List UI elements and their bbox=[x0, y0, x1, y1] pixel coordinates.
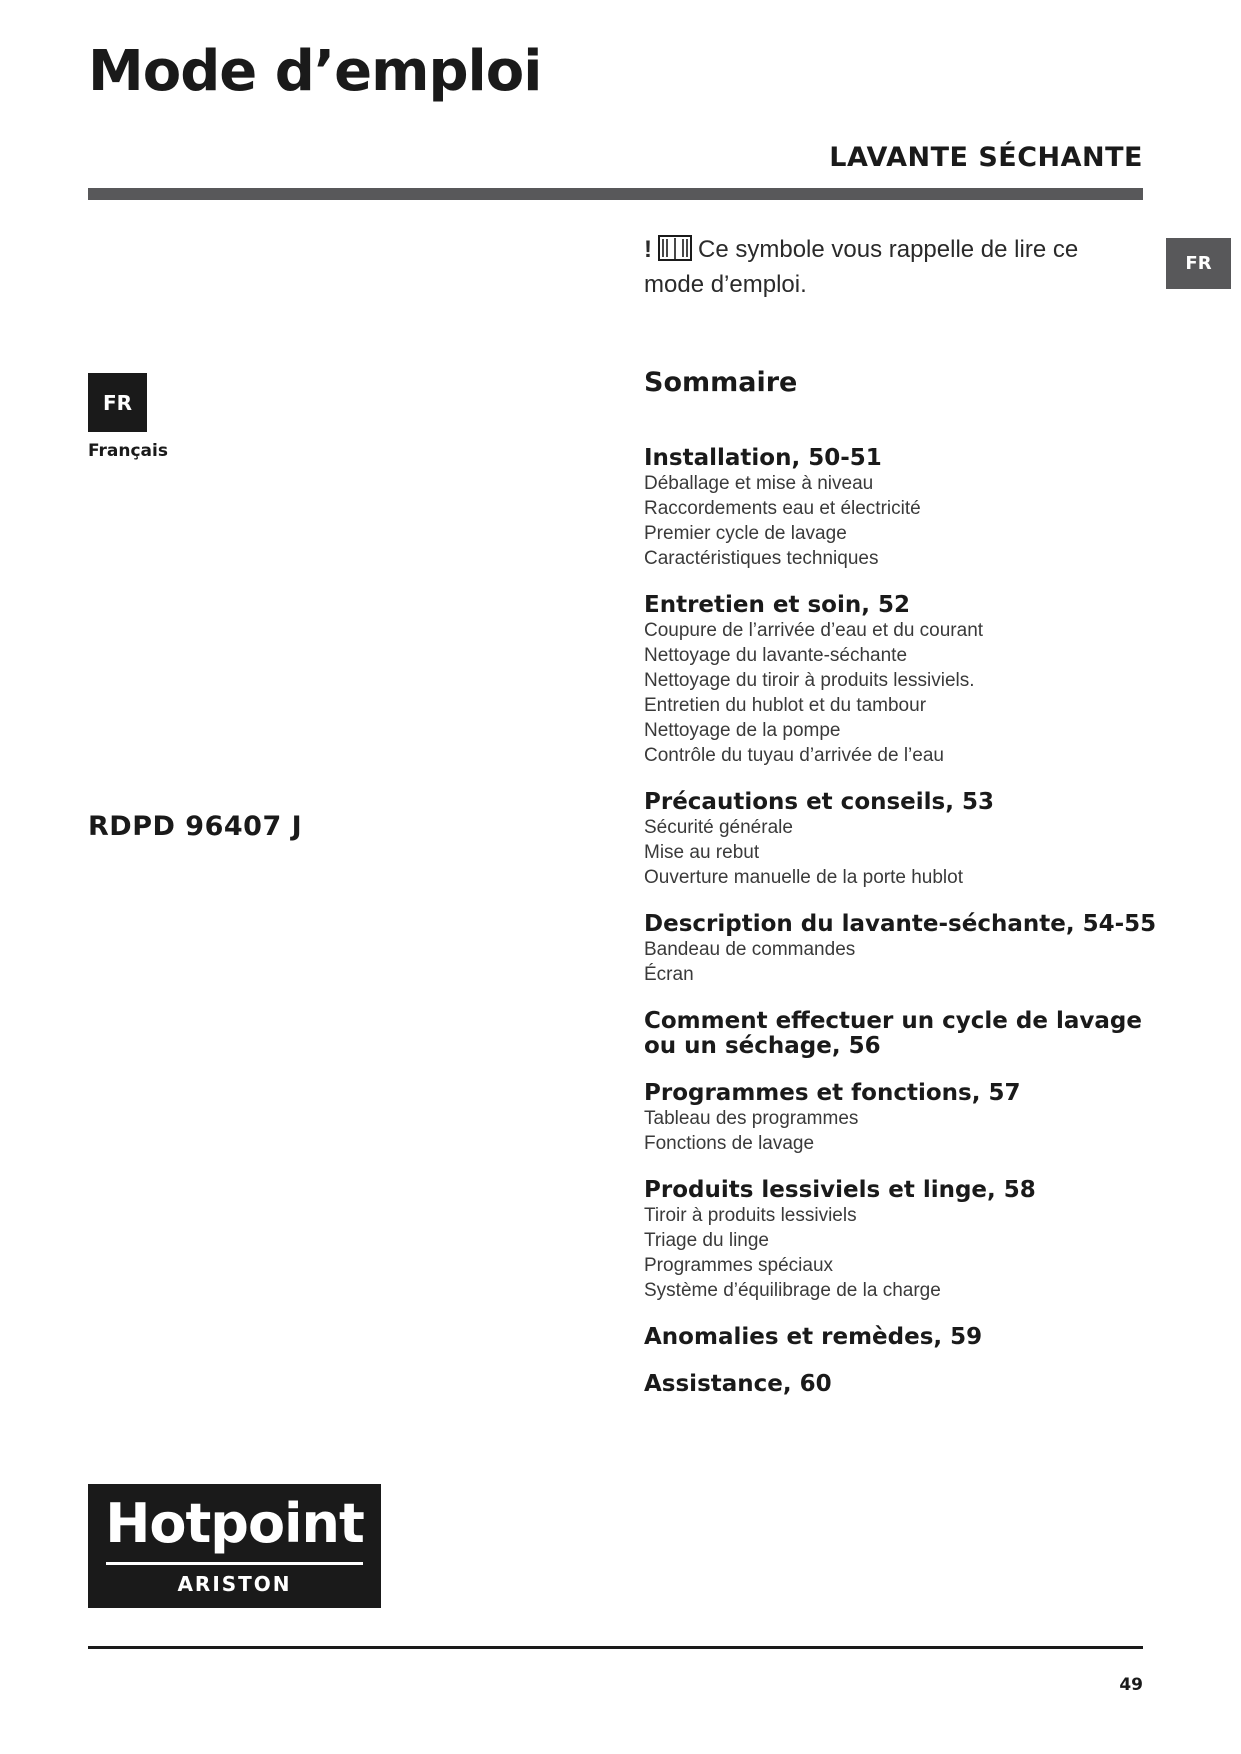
toc-item: Tiroir à produits lessiviels bbox=[644, 1205, 857, 1226]
toc-heading: Produits lessiviels et linge, 58 bbox=[644, 1177, 1036, 1203]
note-text: Ce symbole vous rappelle de lire ce mode d’emploi. bbox=[644, 236, 1079, 298]
brand-name: Hotpoint bbox=[105, 1492, 364, 1555]
toc-item: Programmes spéciaux bbox=[644, 1255, 834, 1276]
toc-section bbox=[644, 790, 1164, 890]
toc-item: Contrôle du tuyau d’arrivée de l’eau bbox=[644, 745, 944, 766]
toc-heading: Assistance, 60 bbox=[644, 1371, 832, 1397]
toc-item: Écran bbox=[644, 964, 694, 985]
toc-heading: Installation, 50-51 bbox=[644, 445, 882, 471]
toc-heading: Entretien et soin, 52 bbox=[644, 592, 910, 618]
toc-item: Nettoyage de la pompe bbox=[644, 720, 841, 741]
toc-item: Fonctions de lavage bbox=[644, 1133, 815, 1154]
toc-item: Déballage et mise à niveau bbox=[644, 473, 874, 494]
toc-item: Triage du linge bbox=[644, 1230, 769, 1251]
language-name: Français bbox=[88, 441, 168, 461]
document-title: Mode d’emploi bbox=[88, 39, 542, 104]
toc-item: Entretien du hublot et du tambour bbox=[644, 695, 927, 716]
footer-divider bbox=[88, 1646, 1143, 1649]
toc-item: Coupure de l’arrivée d’eau et du courant bbox=[644, 620, 984, 641]
toc-item: Caractéristiques techniques bbox=[644, 548, 879, 569]
toc-section bbox=[644, 446, 1164, 571]
page-number: 49 bbox=[1119, 1675, 1143, 1695]
toc-section bbox=[644, 593, 1164, 768]
book-icon bbox=[658, 234, 692, 262]
toc-section bbox=[644, 912, 1164, 987]
toc-item: Nettoyage du tiroir à produits lessiviels. bbox=[644, 670, 975, 691]
product-type: LAVANTE SÉCHANTE bbox=[829, 142, 1143, 173]
toc-item: Système d’équilibrage de la charge bbox=[644, 1280, 941, 1301]
toc-heading: Anomalies et remèdes, 59 bbox=[644, 1324, 983, 1350]
toc-item: Premier cycle de lavage bbox=[644, 523, 847, 544]
toc-heading: Description du lavante-séchante, 54-55 bbox=[644, 911, 1157, 937]
language-side-tab: FR bbox=[1166, 238, 1231, 289]
language-badge: FR bbox=[88, 373, 147, 432]
toc-section bbox=[644, 1009, 1164, 1059]
toc-section bbox=[644, 1081, 1164, 1156]
toc-section bbox=[644, 1325, 1164, 1350]
exclamation-mark: ! bbox=[644, 236, 652, 263]
toc-heading: Programmes et fonctions, 57 bbox=[644, 1080, 1021, 1106]
toc-title: Sommaire bbox=[644, 367, 798, 398]
read-manual-note bbox=[644, 232, 1114, 302]
toc-item: Tableau des programmes bbox=[644, 1108, 859, 1129]
toc-item: Sécurité générale bbox=[644, 817, 793, 838]
toc-section bbox=[644, 1372, 1164, 1397]
toc-item: Raccordements eau et électricité bbox=[644, 498, 921, 519]
toc-item: Ouverture manuelle de la porte hublot bbox=[644, 867, 963, 888]
toc-heading: Comment effectuer un cycle de lavage ou un séchage, 56 bbox=[644, 1008, 1142, 1059]
toc-item: Bandeau de commandes bbox=[644, 939, 856, 960]
toc-item: Nettoyage du lavante-séchante bbox=[644, 645, 908, 666]
model-number: RDPD 96407 J bbox=[88, 811, 303, 842]
toc-item: Mise au rebut bbox=[644, 842, 760, 863]
brand-sub: ARISTON bbox=[177, 1572, 292, 1596]
toc-heading: Précautions et conseils, 53 bbox=[644, 789, 994, 815]
table-of-contents bbox=[644, 446, 1164, 1419]
brand-logo bbox=[88, 1484, 381, 1608]
toc-section bbox=[644, 1178, 1164, 1303]
header-divider bbox=[88, 188, 1143, 200]
logo-divider bbox=[106, 1562, 363, 1565]
